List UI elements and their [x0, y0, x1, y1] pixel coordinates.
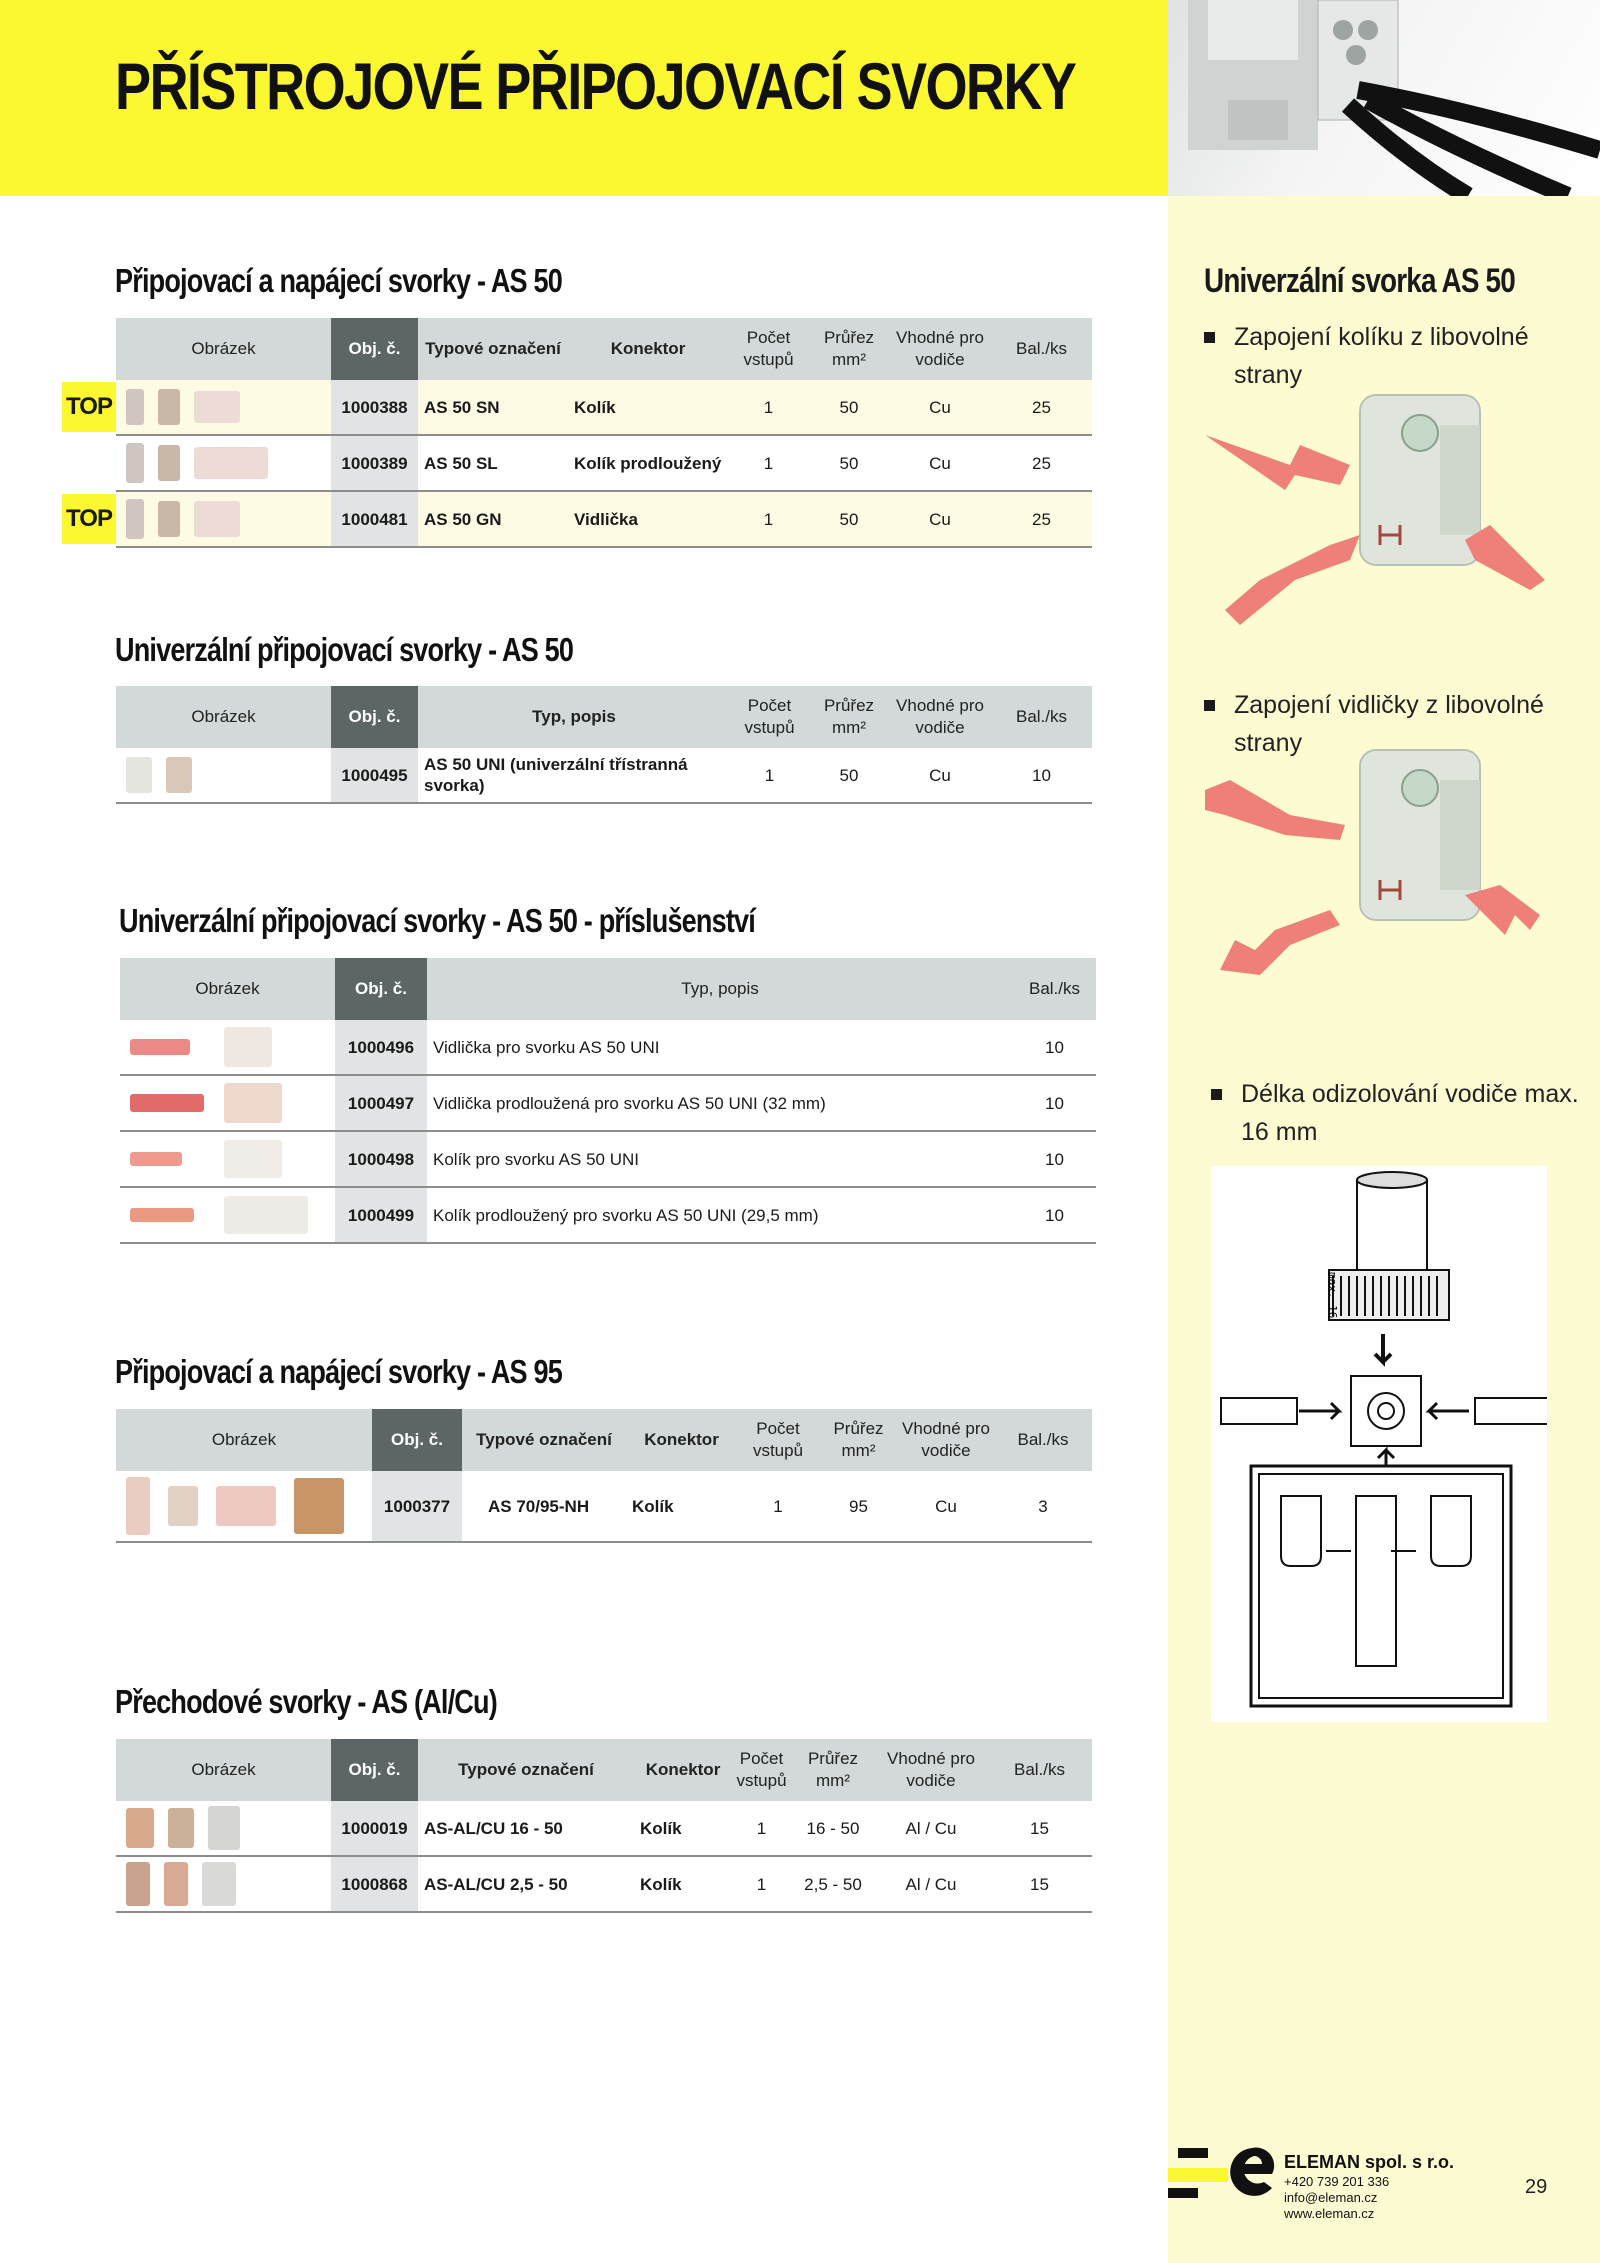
- col-header-connector: Konektor: [568, 318, 728, 380]
- table-row: [120, 1075, 1096, 1131]
- table-row: [116, 1471, 1092, 1542]
- product-table-as50: [116, 318, 1092, 548]
- col-header-connector: Konektor: [626, 1409, 737, 1471]
- col-header-section: Průřez mm²: [791, 1739, 875, 1801]
- eleman-logo: [1168, 2140, 1280, 2210]
- type-designation: AS-AL/CU 2,5 - 50: [418, 1856, 634, 1912]
- cross-section: 16 - 50: [791, 1801, 875, 1856]
- section-title-universal: Univerzální připojovací svorky - AS 50: [115, 631, 574, 668]
- connector: Kolík: [568, 380, 728, 435]
- inputs-count: 1: [728, 435, 809, 491]
- section-title-accessories: Univerzální připojovací svorky - AS 50 - příslušenství: [119, 902, 755, 939]
- order-number: 1000498: [335, 1131, 427, 1187]
- cross-section: 95: [819, 1471, 898, 1542]
- product-thumbnails: [116, 748, 331, 803]
- table-header-row: [116, 1739, 1092, 1801]
- order-number: 1000496: [335, 1020, 427, 1075]
- bullet-text: Zapojení kolíku z libovolné strany: [1234, 323, 1529, 389]
- table-row: [116, 435, 1092, 491]
- col-header-section: Průřez mm²: [819, 1409, 898, 1471]
- col-header-image: Obrázek: [120, 958, 335, 1020]
- sidebar-title: Univerzální svorka AS 50: [1204, 262, 1515, 300]
- col-header-conductor: Vhodné pro vodiče: [875, 1739, 987, 1801]
- col-header-type: Typové označení: [418, 1739, 634, 1801]
- inputs-count: 1: [732, 1856, 791, 1912]
- company-email[interactable]: info@eleman.cz: [1284, 2190, 1378, 2205]
- col-header-image: Obrázek: [116, 686, 331, 748]
- product-image-pin: [1200, 385, 1560, 645]
- product-thumbnails: [120, 1020, 335, 1075]
- conductor-type: Cu: [889, 748, 991, 803]
- cross-section: 2,5 - 50: [791, 1856, 875, 1912]
- col-header-section: Průřez mm²: [809, 686, 889, 748]
- type-designation: AS-AL/CU 16 - 50: [418, 1801, 634, 1856]
- table-row: [116, 748, 1092, 803]
- product-thumbnails: [120, 1131, 335, 1187]
- col-header-image: Obrázek: [116, 1739, 331, 1801]
- table-row: [116, 491, 1092, 547]
- order-number: 1000868: [331, 1856, 418, 1912]
- pack-quantity: 15: [987, 1801, 1092, 1856]
- company-web[interactable]: www.eleman.cz: [1284, 2206, 1375, 2221]
- product-table-as95: [116, 1409, 1092, 1543]
- col-header-description: Typ, popis: [427, 958, 1013, 1020]
- col-header-code: Obj. č.: [335, 958, 427, 1020]
- bullet-marker: [1211, 1089, 1222, 1100]
- pack-quantity: 10: [991, 748, 1092, 803]
- inputs-count: 1: [728, 380, 809, 435]
- page-number: 29: [1525, 2176, 1548, 2198]
- table-row: [120, 1131, 1096, 1187]
- top-badge: TOP: [62, 382, 116, 432]
- section-title-as95: Připojovací a napájecí svorky - AS 95: [115, 1353, 562, 1390]
- sidebar-bullet: [1241, 1075, 1581, 1151]
- top-badge: TOP: [62, 494, 116, 544]
- product-thumbnails: [120, 1187, 335, 1243]
- col-header-pack: Bal./ks: [991, 686, 1092, 748]
- conductor-type: Cu: [898, 1471, 994, 1542]
- col-header-pack: Bal./ks: [991, 318, 1092, 380]
- type-designation: AS 70/95-NH: [462, 1471, 626, 1542]
- description: Vidlička prodloužená pro svorku AS 50 UNI (32 mm): [427, 1075, 1013, 1131]
- col-header-code: Obj. č.: [372, 1409, 462, 1471]
- pack-quantity: 3: [994, 1471, 1092, 1542]
- table-header-row: [116, 686, 1092, 748]
- table-header-row: [116, 318, 1092, 380]
- company-info: [1284, 2150, 1454, 2222]
- col-header-section: Průřez mm²: [809, 318, 889, 380]
- description: Kolík prodloužený pro svorku AS 50 UNI (29,5 mm): [427, 1187, 1013, 1243]
- order-number: 1000481: [331, 491, 418, 547]
- product-photo-top: [1168, 0, 1600, 196]
- col-header-conductor: Vhodné pro vodiče: [889, 318, 991, 380]
- company-name: ELEMAN spol. s r.o.: [1284, 2152, 1455, 2172]
- description: Vidlička pro svorku AS 50 UNI: [427, 1020, 1013, 1075]
- product-thumbnails: [120, 1075, 335, 1131]
- table-header-row: [120, 958, 1096, 1020]
- pack-quantity: 10: [1013, 1020, 1096, 1075]
- stripping-length-label: max. 16: [1326, 1272, 1339, 1319]
- product-image-fork: [1200, 740, 1560, 1000]
- section-title-as50: Připojovací a napájecí svorky - AS 50: [115, 262, 562, 299]
- bullet-text: Zapojení vidličky z libovolné strany: [1234, 691, 1544, 757]
- product-thumbnails: [116, 1471, 372, 1542]
- cross-section: 50: [809, 380, 889, 435]
- conductor-type: Al / Cu: [875, 1856, 987, 1912]
- order-number: 1000495: [331, 748, 418, 803]
- sidebar-bullet: [1234, 318, 1574, 394]
- bullet-marker: [1204, 700, 1215, 711]
- col-header-conductor: Vhodné pro vodiče: [898, 1409, 994, 1471]
- pack-quantity: 25: [991, 491, 1092, 547]
- pack-quantity: 25: [991, 380, 1092, 435]
- pack-quantity: 10: [1013, 1187, 1096, 1243]
- bullet-text: Délka odizolování vodiče max. 16 mm: [1241, 1080, 1579, 1146]
- connector: Kolík: [626, 1471, 737, 1542]
- col-header-type: Typové označení: [418, 318, 568, 380]
- pack-quantity: 10: [1013, 1131, 1096, 1187]
- col-header-pack: Bal./ks: [1013, 958, 1096, 1020]
- pack-quantity: 10: [1013, 1075, 1096, 1131]
- bullet-marker: [1204, 332, 1215, 343]
- col-header-code: Obj. č.: [331, 686, 418, 748]
- inputs-count: 1: [728, 491, 809, 547]
- product-table-universal: [116, 686, 1092, 804]
- conductor-type: Al / Cu: [875, 1801, 987, 1856]
- product-thumbnails: [116, 1856, 331, 1912]
- col-header-pack: Bal./ks: [987, 1739, 1092, 1801]
- table-row: [120, 1187, 1096, 1243]
- order-number: 1000497: [335, 1075, 427, 1131]
- type-designation: AS 50 GN: [418, 491, 568, 547]
- col-header-code: Obj. č.: [331, 1739, 418, 1801]
- conductor-type: Cu: [889, 491, 991, 547]
- company-phone: +420 739 201 336: [1284, 2174, 1390, 2189]
- col-header-image: Obrázek: [116, 1409, 372, 1471]
- col-header-inputs: Počet vstupů: [728, 318, 809, 380]
- cross-section: 50: [809, 435, 889, 491]
- table-row: [116, 380, 1092, 435]
- pack-quantity: 25: [991, 435, 1092, 491]
- col-header-inputs: Počet vstupů: [730, 686, 809, 748]
- conductor-type: Cu: [889, 380, 991, 435]
- order-number: 1000499: [335, 1187, 427, 1243]
- inputs-count: 1: [732, 1801, 791, 1856]
- col-header-pack: Bal./ks: [994, 1409, 1092, 1471]
- stripping-diagram: [1211, 1166, 1547, 1722]
- table-row: [120, 1020, 1096, 1075]
- table-header-row: [116, 1409, 1092, 1471]
- col-header-connector: Konektor: [634, 1739, 732, 1801]
- order-number: 1000377: [372, 1471, 462, 1542]
- col-header-description: Typ, popis: [418, 686, 730, 748]
- order-number: 1000019: [331, 1801, 418, 1856]
- connector: Kolík: [634, 1801, 732, 1856]
- col-header-conductor: Vhodné pro vodiče: [889, 686, 991, 748]
- product-thumbnails: [116, 380, 331, 435]
- connector: Kolík prodloužený: [568, 435, 728, 491]
- connector: Kolík: [634, 1856, 732, 1912]
- table-row: [116, 1856, 1092, 1912]
- product-table-alcu: [116, 1739, 1092, 1913]
- type-designation: AS 50 SN: [418, 380, 568, 435]
- order-number: 1000389: [331, 435, 418, 491]
- col-header-image: Obrázek: [116, 318, 331, 380]
- col-header-inputs: Počet vstupů: [737, 1409, 819, 1471]
- product-table-accessories: [120, 958, 1096, 1244]
- order-number: 1000388: [331, 380, 418, 435]
- connector: Vidlička: [568, 491, 728, 547]
- product-thumbnails: [116, 491, 331, 547]
- section-title-alcu: Přechodové svorky - AS (Al/Cu): [115, 1683, 497, 1720]
- conductor-type: Cu: [889, 435, 991, 491]
- table-row: [116, 1801, 1092, 1856]
- col-header-type: Typové označení: [462, 1409, 626, 1471]
- col-header-code: Obj. č.: [331, 318, 418, 380]
- product-thumbnails: [116, 435, 331, 491]
- page-title: PŘÍSTROJOVÉ PŘIPOJOVACÍ SVORKY: [115, 49, 1076, 123]
- pack-quantity: 15: [987, 1856, 1092, 1912]
- col-header-inputs: Počet vstupů: [732, 1739, 791, 1801]
- description: AS 50 UNI (univerzální třístranná svorka): [418, 748, 730, 803]
- product-thumbnails: [116, 1801, 331, 1856]
- description: Kolík pro svorku AS 50 UNI: [427, 1131, 1013, 1187]
- inputs-count: 1: [737, 1471, 819, 1542]
- cross-section: 50: [809, 491, 889, 547]
- inputs-count: 1: [730, 748, 809, 803]
- type-designation: AS 50 SL: [418, 435, 568, 491]
- cross-section: 50: [809, 748, 889, 803]
- page-header: [0, 0, 1168, 196]
